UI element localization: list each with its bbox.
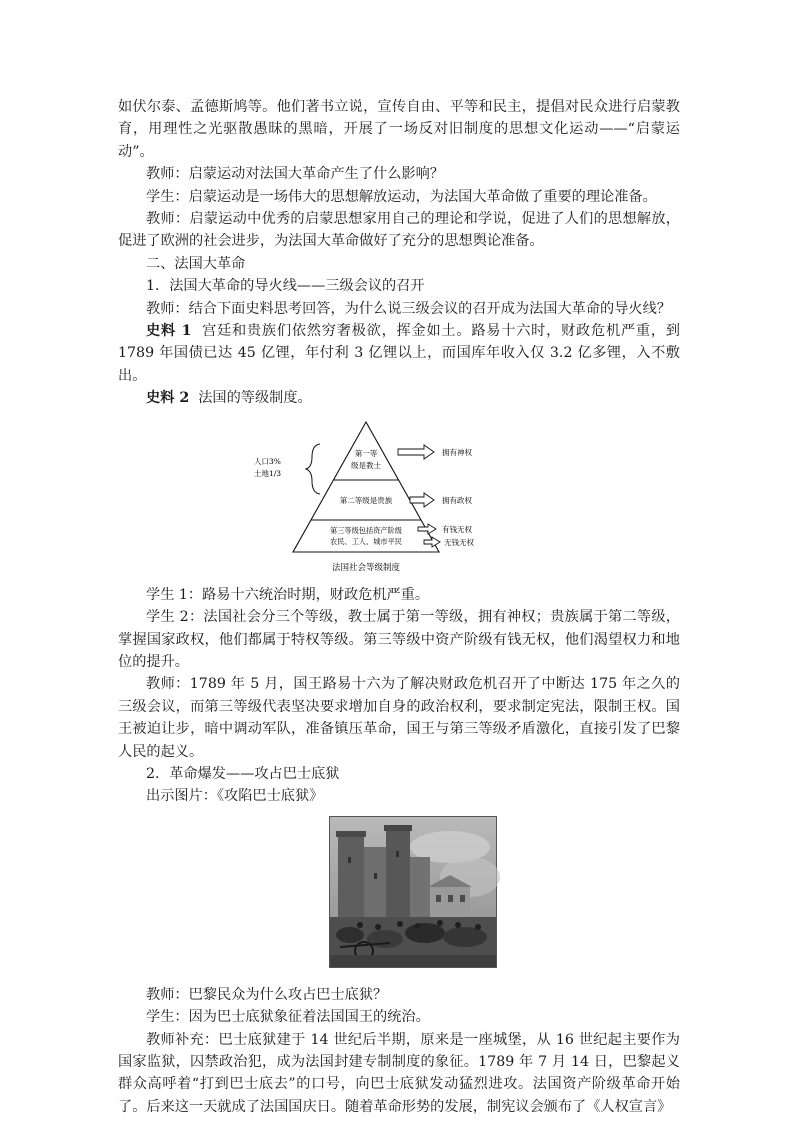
section-heading-french-revolution: 二、法国大革命: [146, 255, 246, 272]
left-brace: [306, 444, 320, 494]
paragraph-source-2: [118, 387, 680, 409]
source-1-text: 宫廷和贵族们依然穷奢极欲，挥金如土。路易十六时，财政危机严重，到 1789 年国债已达 45 亿锂，年付利 3 亿锂以上，而国库年收入仅 3.2 亿多锂，入不敷出。: [118, 323, 680, 384]
arrow-poor-no-power: [424, 537, 440, 547]
tier1-label-line2: 级是教士: [351, 460, 381, 470]
source-1-label: 史料 1: [146, 323, 192, 340]
estates-pyramid-figure: [118, 416, 680, 576]
paragraph-teacher-question-2: 教师：结合下面史料思考回答，为什么说三级会议的召开成为法国大革命的导火线？: [146, 300, 671, 317]
arrow4-label: 无钱无权: [444, 537, 474, 547]
tier3-label-line2: 农民、工人、城市平民: [330, 536, 402, 546]
tier3-label-line1: 第三等级包括资产阶级: [330, 525, 402, 535]
paragraph-student-1: 学生 1：路易十六统治时期，财政危机严重。: [146, 586, 430, 603]
arrow-political-power: [410, 493, 434, 507]
paragraph-source-1: [118, 320, 680, 387]
population-note: 人口3%: [254, 456, 281, 466]
paragraph-teacher-question-3: 教师：巴黎民众为什么攻占巴士底狱？: [146, 986, 388, 1003]
document-page: [118, 96, 680, 1118]
storming-bastille-image: [329, 816, 497, 968]
storming-bastille-figure: [118, 816, 680, 974]
tier1-label-line1: 第一等: [354, 448, 378, 458]
paragraph-student-answer-3: 学生：因为巴士底狱象征着法国国王的统治。: [146, 1009, 430, 1026]
arrow-rich-no-power: [418, 524, 436, 534]
land-note: 土地1/3: [254, 468, 282, 478]
paragraph-enlightenment-thinkers: 如伏尔泰、孟德斯鸠等。他们著书立说，宣传自由、平等和民主，提倡对民众进行启蒙教育，用理性之光驱散愚昧的黑暗，开展了一场反对旧制度的思想文化运动——“启蒙运动”。: [118, 99, 680, 160]
estates-pyramid-diagram: [254, 416, 516, 574]
diagram-caption: 法国社会等级制度: [331, 562, 401, 573]
arrow2-label: 拥有政权: [442, 495, 472, 505]
tier2-label: 第二等级是贵族: [339, 495, 393, 505]
paragraph-teacher-supplement: 教师补充：巴士底狱建于 14 世纪后半期，原来是一座城堡，从 16 世纪起主要作为国家监狱，囚禁政治犯，成为法国封建专制制度的象征。1789 年 7 月 14 日，巴黎起义群众高呼着“打到巴士底去”的口号，向巴士底狱发动猛烈进攻。法国资产阶级革命开始了。后来这一天就成了法国国庆日。随着革命形势的发展，制宪议会颁布了《人权宣言》: [118, 1031, 680, 1115]
paragraph-student-answer-1: 学生：启蒙运动是一场伟大的思想解放运动，为法国大革命做了重要的理论准备。: [146, 188, 657, 205]
subheading-bastille: 2．革命爆发——攻占巴士底狱: [146, 765, 340, 782]
arrow1-label: 拥有神权: [442, 447, 472, 457]
source-2-label: 史料 2: [146, 390, 190, 407]
paragraph-student-2: 学生 2：法国社会分三个等级，教士属于第一等级，拥有神权；贵族属于第二等级，掌握国家政权，他们都属于特权等级。第三等级中资产阶级有钱无权，他们渴望权力和地位的提升。: [118, 609, 680, 670]
arrow-divine-right: [398, 445, 434, 459]
paragraph-show-picture: 出示图片：《攻陷巴士底狱》: [146, 788, 324, 805]
subheading-estates-general: 1．法国大革命的导火线——三级会议的召开: [146, 278, 425, 295]
source-2-text: 法国的等级制度。: [198, 390, 312, 407]
arrow3-label: 有钱无权: [442, 524, 472, 534]
paragraph-teacher-summary-1: 教师：启蒙运动中优秀的启蒙思想家用自己的理论和学说，促进了人们的思想解放，促进了欧洲的社会进步，为法国大革命做好了充分的思想舆论准备。: [118, 211, 680, 250]
paragraph-teacher-question-1: 教师：启蒙运动对法国大革命产生了什么影响？: [146, 166, 444, 183]
paragraph-teacher-estates-general: 教师：1789 年 5 月，国王路易十六为了解决财政危机召开了中断达 175 年之久的三级会议，而第三等级代表坚决要求增加自身的政治权利，要求制定宪法，限制王权。国王被迫让步，暗中调动军队，准备镇压革命，国王与第三等级矛盾激化，直接引发了巴黎人民的起义。: [118, 676, 680, 760]
